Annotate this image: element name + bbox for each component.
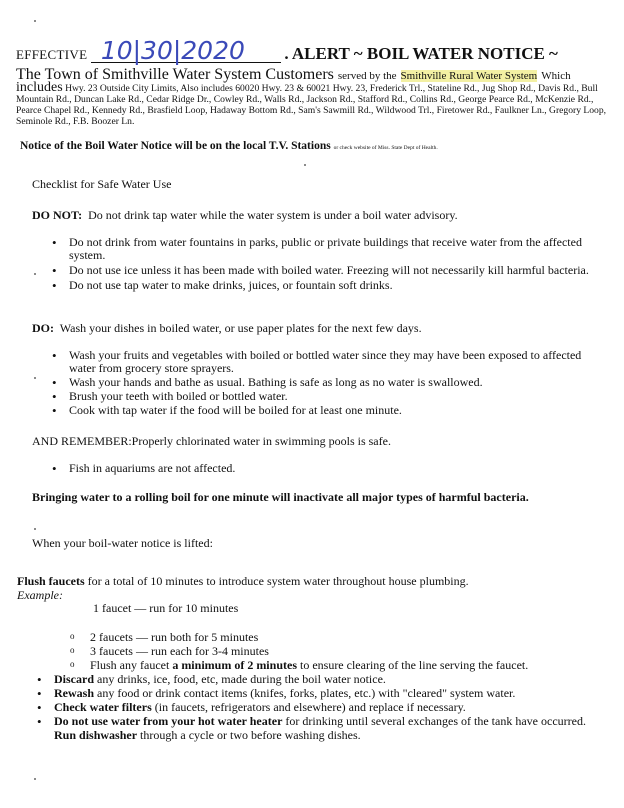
list-item: o 2 faucets — run both for 5 minutes	[90, 631, 590, 644]
after-list	[54, 673, 614, 742]
after-text: (in faucets, refrigerators and elsewhere) and replace if necessary.	[154, 700, 466, 714]
list-item: • Wash your hands and bathe as usual. Bathing is safe as long as no water is swallowed.	[69, 376, 597, 389]
town-name: The Town of Smithville Water System Customers	[16, 66, 334, 83]
notice-header	[16, 36, 558, 65]
list-item	[90, 659, 590, 672]
effective-label: EFFECTIVE	[16, 47, 88, 62]
list-item: • Brush your teeth with boiled or bottled water.	[69, 390, 597, 403]
speck	[34, 778, 36, 780]
served-by: served by the	[337, 70, 397, 82]
list-item: • Wash your fruits and vegetables with boiled or bottled water since they may have been exposed to affected water from grocery store sprayers.	[69, 349, 597, 375]
list-item	[54, 673, 614, 686]
do-not-label: DO NOT:	[32, 208, 83, 222]
remember-list	[69, 462, 597, 475]
list-item: • Do not drink from water fountains in parks, public or private buildings that receive water from the affected system.	[69, 236, 597, 262]
faucet-list	[90, 631, 590, 672]
one-faucet: 1 faucet — run for 10 minutes	[93, 601, 239, 615]
list-item: • Fish in aquariums are not affected.	[69, 462, 597, 475]
after-bold: Check water filters	[54, 700, 152, 714]
dishwasher-text: through a cycle or two before washing dishes.	[140, 728, 361, 742]
do-line	[32, 322, 422, 335]
flush-any-a: Flush any faucet	[90, 658, 170, 672]
after-bold: Do not use water from your hot water heater	[54, 714, 283, 728]
tv-notice-main: Notice of the Boil Water Notice will be on the local T.V. Stations	[20, 140, 331, 152]
list-item: • Cook with tap water if the food will be boiled for at least one minute.	[69, 404, 597, 417]
do-list	[69, 349, 597, 417]
road-list	[16, 82, 614, 127]
do-text: Wash your dishes in boiled water, or use paper plates for the next few days.	[59, 321, 422, 335]
do-not-line	[32, 209, 458, 222]
list-item: • Do not use tap water to make drinks, juices, or fountain soft drinks.	[69, 279, 597, 292]
checklist-title: Checklist for Safe Water Use	[32, 177, 172, 191]
tv-notice-small: or check website of Miss. State Dept of Health.	[333, 145, 438, 151]
lifted-heading: When your boil-water notice is lifted:	[32, 536, 213, 550]
list-item	[54, 701, 614, 714]
after-text: any drinks, ice, food, etc, made during the boil water notice.	[97, 672, 386, 686]
remember-line: AND REMEMBER:Properly chlorinated water in swimming pools is safe.	[32, 434, 391, 448]
effective-date: 10|30|2020	[91, 40, 281, 63]
after-bold: Rewash	[54, 686, 95, 700]
speck	[304, 164, 306, 166]
flush-any-c: to ensure clearing of the line serving the faucet.	[299, 658, 529, 672]
do-not-text: Do not drink tap water while the water system is under a boil water advisory.	[88, 208, 458, 222]
do-label: DO:	[32, 321, 54, 335]
tv-notice	[20, 140, 438, 152]
list-item	[54, 687, 614, 700]
speck	[34, 273, 36, 275]
after-text: any food or drink contact items (knifes, forks, plates, etc.) with "cleared" system water.	[97, 686, 516, 700]
dishwasher-bold: Run dishwasher	[54, 728, 138, 742]
flush-line	[17, 575, 469, 588]
after-bold: Discard	[54, 672, 94, 686]
flush-label: Flush faucets	[17, 574, 85, 588]
list-item	[54, 715, 614, 728]
flush-any-b: a minimum of 2 minutes	[172, 658, 297, 672]
alert-title: . ALERT ~ BOIL WATER NOTICE ~	[284, 44, 558, 63]
dishwasher-line	[54, 729, 614, 742]
speck	[34, 377, 36, 379]
which-word: Which	[541, 70, 571, 82]
rolling-boil-note: Bringing water to a rolling boil for one minute will inactivate all major types of harmful bacteria.	[32, 490, 529, 504]
flush-text: for a total of 10 minutes to introduce system water throughout house plumbing.	[87, 574, 469, 588]
list-item: • Do not use ice unless it has been made with boiled water. Freezing will not necessarily kill harmful bacteria.	[69, 264, 597, 277]
includes-word: includes	[16, 80, 63, 95]
list-item: o 3 faucets — run each for 3-4 minutes	[90, 645, 590, 658]
system-name: Smithville Rural Water System	[400, 70, 538, 82]
after-text: for drinking until several exchanges of the tank have occurred.	[285, 714, 586, 728]
roads-text: Hwy. 23 Outside City Limits, Also includes 60020 Hwy. 23 & 60021 Hwy. 23, Frederick Trl., Stateline Rd., Jug Shop Rd., Davis Rd., Bull Mountain Rd., Duncan Lake Rd., Cedar Ridge Dr., Cowley Rd., Walls Rd., Jackson Rd., Stafford Rd., Collins Rd., George Pearce Rd., McKenzie Rd., Pearce Chapel Rd., Kennedy Rd., Brasfield Loop, Hadaway Bottom Rd., Sam's Sawmill Rd., Wildwood Trl., Firetower Rd., Faulkner Ln., Gregory Loop, Seminole Rd., F.B. Boozer Ln.	[16, 83, 607, 127]
speck	[34, 528, 36, 530]
do-not-list	[69, 236, 597, 292]
speck	[34, 20, 36, 22]
example-label: Example:	[17, 588, 63, 602]
